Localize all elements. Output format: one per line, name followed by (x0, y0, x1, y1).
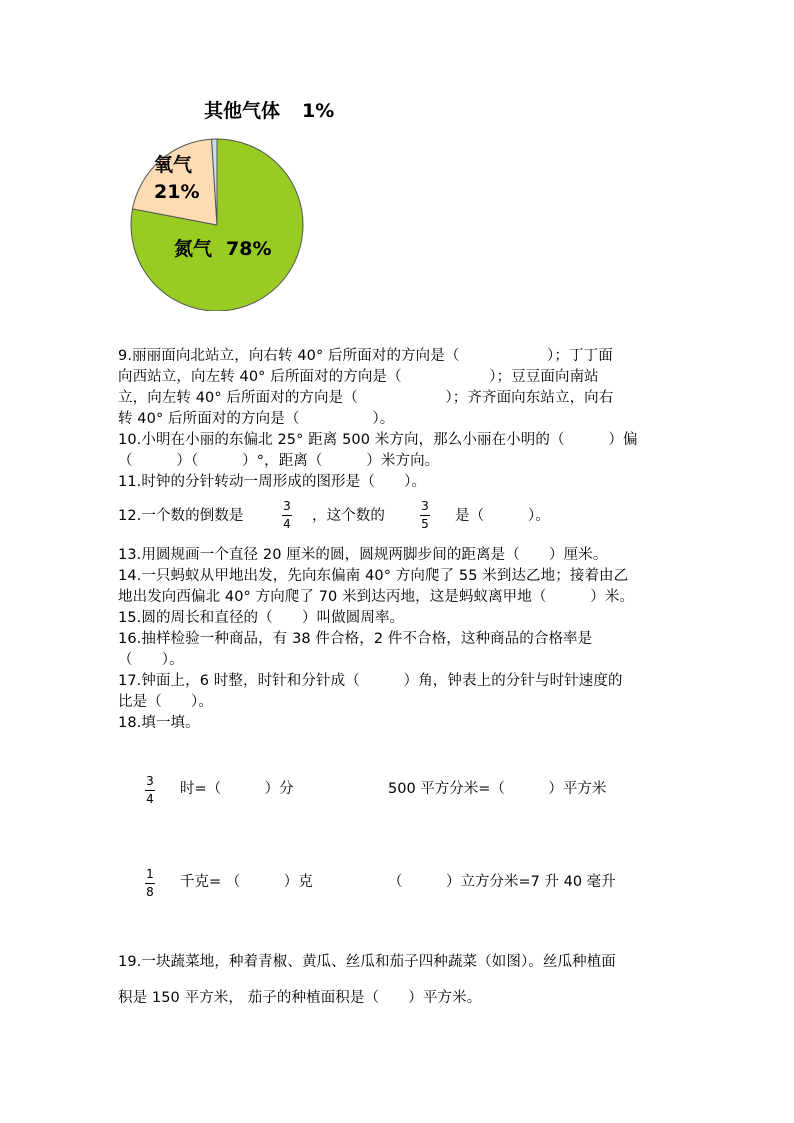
pie-label-oxygen-name: 氧气 (154, 154, 193, 176)
fraction-denominator: 8 (146, 885, 154, 899)
fraction-bar (145, 790, 155, 791)
question-16-line-2: （ ）。 (118, 652, 184, 668)
question-16-line-1: 16.抽样检验一种商品，有 38 件合格，2 件不合格，这种商品的合格率是 (118, 631, 593, 647)
question-9-line-1: 9.丽丽面向北站立，向右转 40° 后所面对的方向是（ ）；丁丁面 (118, 348, 613, 364)
question-9-line-4: 转 40° 后所面对的方向是（ ）。 (118, 411, 395, 427)
question-14-line-2: 地出发向西偏北 40° 方向爬了 70 米到达丙地，这是蚂蚁离甲地（ ）米。 (118, 589, 635, 605)
question-15: 15.圆的周长和直径的（ ）叫做圆周率。 (118, 610, 405, 626)
fraction-bar (420, 515, 430, 516)
pie-label-oxygen-value: 21% (154, 181, 200, 203)
question-11: 11.时钟的分针转动一周形成的图形是（ ）。 (118, 474, 427, 490)
question-12-suffix: 是（ ）。 (455, 508, 550, 524)
fraction-denominator: 4 (146, 792, 154, 806)
question-13: 13.用圆规画一个直径 20 厘米的圆，圆规两脚步间的距离是（ ）厘米。 (118, 547, 608, 563)
fraction-numerator: 1 (146, 867, 154, 881)
question-14-line-1: 14.一只蚂蚁从甲地出发，先向东偏南 40° 方向爬了 55 米到达乙地；接着由乙 (118, 568, 629, 584)
question-9-line-3: 立，向左转 40° 后所面对的方向是（ ）；齐齐面向东站立，向右 (118, 390, 614, 406)
gas-pie-chart (128, 96, 358, 311)
question-18-item-c: 千克= （ ）克 (180, 874, 313, 890)
question-18-item-d: （ ）立方分米=7 升 40 毫升 (388, 874, 616, 890)
question-18-item-a: 时=（ ）分 (180, 781, 294, 797)
fraction-denominator: 4 (283, 517, 291, 531)
question-18: 18.填一填。 (118, 715, 200, 731)
question-17-line-1: 17.钟面上，6 时整，时针和分针成（ ）角，钟表上的分针与时针速度的 (118, 673, 623, 689)
question-18-item-b: 500 平方分米=（ ）平方米 (388, 781, 607, 797)
fraction-numerator: 3 (283, 499, 291, 513)
pie-label-other: 其他气体 1% (204, 100, 335, 122)
question-10-line-1: 10.小明在小丽的东偏北 25° 距离 500 米方向，那么小丽在小明的（ ）偏 (118, 432, 638, 448)
question-19-line-1: 19.一块蔬菜地，种着青椒、黄瓜、丝瓜和茄子四种蔬菜（如图）。丝瓜种植面 (118, 954, 616, 970)
fraction-bar (145, 883, 155, 884)
question-12-fraction-1 (282, 500, 292, 531)
fraction-bar (282, 515, 292, 516)
question-19-line-2: 积是 150 平方米， 茄子的种植面积是（ ）平方米。 (118, 990, 482, 1006)
question-12-middle: ，这个数的 (312, 508, 385, 524)
fraction-numerator: 3 (421, 499, 429, 513)
pie-chart-svg (128, 96, 358, 311)
question-12-prefix: 12.一个数的倒数是 (118, 508, 244, 524)
fraction-numerator: 3 (146, 774, 154, 788)
question-12-fraction-2 (420, 500, 430, 531)
question-18-fraction-c (145, 868, 155, 899)
question-10-line-2: （ ）（ ）°，距离（ ）米方向。 (118, 453, 440, 469)
question-18-fraction-a (145, 775, 155, 806)
pie-label-nitrogen: 氮气 78% (174, 238, 272, 260)
fraction-denominator: 5 (421, 517, 429, 531)
question-17-line-2: 比是（ ）。 (118, 694, 213, 710)
question-9-line-2: 向西站立，向左转 40° 后所面对的方向是（ ）；豆豆面向南站 (118, 369, 599, 385)
